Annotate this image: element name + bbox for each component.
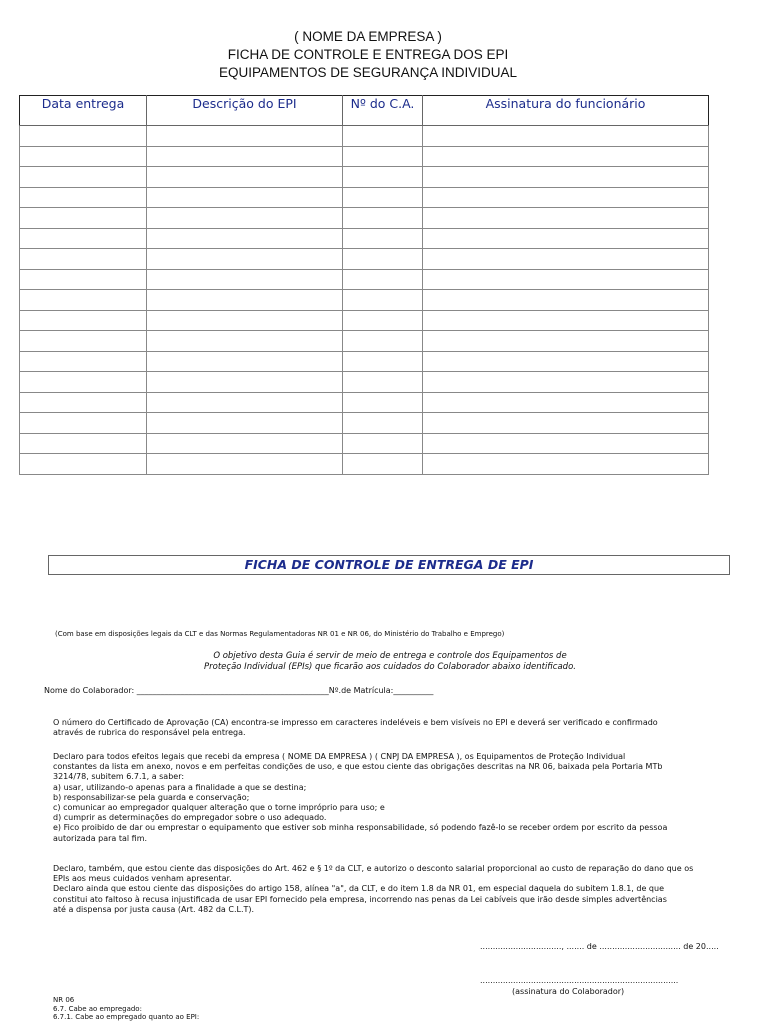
signature-cell[interactable]	[423, 187, 709, 208]
ca-number-cell[interactable]	[343, 249, 423, 270]
signature-cell[interactable]	[423, 208, 709, 229]
declaration2-line: EPIs aos meus cuidados venham apresentar.	[53, 874, 232, 884]
date-cell[interactable]	[20, 290, 147, 311]
table-row	[20, 167, 709, 188]
objective-text	[0, 651, 768, 673]
table-row	[20, 187, 709, 208]
objective-line: O objetivo desta Guia é servir de meio de entrega e controle dos Equipamentos de	[213, 651, 567, 661]
signature-label: (assinatura do Colaborador)	[512, 987, 625, 996]
ca-number-cell[interactable]	[343, 187, 423, 208]
declaration2-line: Declaro ainda que estou ciente das disposições do artigo 158, alínea "a", da CLT, e do item 1.8 da NR 01, em especial daquela do subitem 1.8.1, de que	[53, 884, 664, 894]
signature-cell[interactable]	[423, 331, 709, 352]
signature-cell[interactable]	[423, 228, 709, 249]
description-cell[interactable]	[147, 331, 343, 352]
date-cell[interactable]	[20, 310, 147, 331]
description-cell[interactable]	[147, 433, 343, 454]
document-subtitle: EQUIPAMENTOS DE SEGURANÇA INDIVIDUAL	[218, 65, 518, 80]
ca-number-cell[interactable]	[343, 126, 423, 147]
date-cell[interactable]	[20, 208, 147, 229]
date-cell[interactable]	[20, 454, 147, 475]
signature-cell[interactable]	[423, 351, 709, 372]
date-cell[interactable]	[20, 187, 147, 208]
table-row	[20, 290, 709, 311]
ca-number-cell[interactable]	[343, 146, 423, 167]
ca-number-cell[interactable]	[343, 413, 423, 434]
ca-number-cell[interactable]	[343, 208, 423, 229]
table-row	[20, 146, 709, 167]
declaration2-line: até a dispensa por justa causa (Art. 482 da C.L.T).	[53, 904, 255, 914]
date-cell[interactable]	[20, 249, 147, 270]
description-cell[interactable]	[147, 392, 343, 413]
table-row	[20, 392, 709, 413]
ca-notice-line: O número do Certificado de Aprovação (CA) encontra-se impresso em caracteres indeléveis e bem visíveis no EPI e deverá ser verificado e confirmado	[53, 718, 658, 727]
document-title: FICHA DE CONTROLE E ENTREGA DOS EPI	[227, 47, 509, 62]
table-row	[20, 351, 709, 372]
table-row	[20, 413, 709, 434]
declaration-line: 3214/78, subitem 6.7.1, a saber:	[53, 772, 185, 782]
table-row	[20, 310, 709, 331]
signature-cell[interactable]	[423, 290, 709, 311]
table-row	[20, 433, 709, 454]
description-cell[interactable]	[147, 126, 343, 147]
ca-number-cell[interactable]	[343, 269, 423, 290]
column-header-description: Descrição do EPI	[147, 96, 343, 126]
column-header-ca-number: Nº do C.A.	[343, 96, 423, 126]
ca-number-cell[interactable]	[343, 454, 423, 475]
section-title: FICHA DE CONTROLE DE ENTREGA DE EPI	[48, 555, 730, 575]
date-cell[interactable]	[20, 269, 147, 290]
signature-cell[interactable]	[423, 126, 709, 147]
date-cell[interactable]	[20, 126, 147, 147]
description-cell[interactable]	[147, 413, 343, 434]
footer-line: 6.7. Cabe ao empregado:	[53, 1004, 142, 1013]
ca-number-cell[interactable]	[343, 351, 423, 372]
declaration-block	[53, 752, 667, 844]
description-cell[interactable]	[147, 249, 343, 270]
footer-line: 6.7.1. Cabe ao empregado quanto ao EPI:	[53, 1013, 200, 1021]
ca-number-cell[interactable]	[343, 290, 423, 311]
footer-line: NR 06	[53, 996, 75, 1004]
epi-delivery-table	[19, 95, 709, 475]
declaration-line: e) Fico proibido de dar ou emprestar o equipamento que estiver sob minha responsabilidade, só podendo fazê-lo se receber ordem por escrito da pessoa	[53, 823, 668, 833]
date-place-line[interactable]: ................................, ....... de ................................ de 20.....	[480, 942, 719, 951]
column-header-signature: Assinatura do funcionário	[423, 96, 709, 126]
table-row	[20, 228, 709, 249]
declaration-line: a) usar, utilizando-o apenas para a finalidade a que se destina;	[53, 782, 307, 792]
declaration2-block	[53, 864, 693, 915]
description-cell[interactable]	[147, 187, 343, 208]
date-cell[interactable]	[20, 392, 147, 413]
ca-notice-line: através de rubrica do responsável pela entrega.	[53, 728, 246, 738]
declaration-line: c) comunicar ao empregador qualquer alteração que o torne impróprio para uso; e	[53, 803, 385, 813]
date-cell[interactable]	[20, 331, 147, 352]
ca-number-cell[interactable]	[343, 392, 423, 413]
table-row	[20, 208, 709, 229]
document-header	[0, 28, 736, 82]
ca-number-cell[interactable]	[343, 167, 423, 188]
signature-line[interactable]: ..............................................................................	[480, 976, 679, 985]
ca-notice	[53, 718, 658, 738]
signature-cell[interactable]	[423, 249, 709, 270]
description-cell[interactable]	[147, 146, 343, 167]
description-cell[interactable]	[147, 351, 343, 372]
description-cell[interactable]	[147, 454, 343, 475]
signature-cell[interactable]	[423, 433, 709, 454]
table-body	[20, 126, 709, 475]
signature-cell[interactable]	[423, 372, 709, 393]
date-cell[interactable]	[20, 372, 147, 393]
date-cell[interactable]	[20, 167, 147, 188]
ca-number-cell[interactable]	[343, 228, 423, 249]
legal-basis-note: (Com base em disposições legais da CLT e das Normas Regulamentadoras NR 01 e NR 06, do Ministério do Trabalho e Emprego)	[55, 630, 505, 638]
signature-cell[interactable]	[423, 269, 709, 290]
declaration2-line: constitui ato faltoso à recusa injustificada de usar EPI fornecido pela empresa, incorrendo nas penas da Lei cabíveis que irão desde simples advertências	[53, 894, 667, 904]
description-cell[interactable]	[147, 269, 343, 290]
signature-cell[interactable]	[423, 392, 709, 413]
declaration-line: d) cumprir as determinações do empregador sobre o uso adequado.	[53, 813, 327, 823]
date-cell[interactable]	[20, 146, 147, 167]
objective-line: Proteção Individual (EPIs) que ficarão aos cuidados do Colaborador abaixo identificado.	[204, 662, 576, 672]
table-row	[20, 331, 709, 352]
declaration-line: b) responsabilizar-se pela guarda e conservação;	[53, 792, 250, 802]
table-row	[20, 372, 709, 393]
table-row	[20, 249, 709, 270]
signature-cell[interactable]	[423, 310, 709, 331]
date-cell[interactable]	[20, 228, 147, 249]
table-row	[20, 269, 709, 290]
table-header-row	[20, 96, 709, 126]
description-cell[interactable]	[147, 208, 343, 229]
ca-number-cell[interactable]	[343, 310, 423, 331]
company-name-placeholder: ( NOME DA EMPRESA )	[294, 29, 442, 44]
table-row	[20, 454, 709, 475]
description-cell[interactable]	[147, 290, 343, 311]
date-cell[interactable]	[20, 413, 147, 434]
ca-number-cell[interactable]	[343, 372, 423, 393]
footer-notes	[53, 996, 199, 1022]
table-row	[20, 126, 709, 147]
declaration2-line: Declaro, também, que estou ciente das disposições do Art. 462 e § 1º da CLT, e autorizo o desconto salarial proporcional ao custo de reparação do dano que os	[53, 864, 694, 873]
signature-cell[interactable]	[423, 454, 709, 475]
declaration-line: constantes da lista em anexo, novos e em perfeitas condições de uso, e que estou ciente das obrigações descritas na NR 06, baixada pela Portaria MTb	[53, 762, 663, 772]
description-cell[interactable]	[147, 310, 343, 331]
signature-cell[interactable]	[423, 167, 709, 188]
collaborator-name-field[interactable]: Nome do Colaborador: ________________________________________________Nº.de Matrícula:__________	[44, 686, 434, 695]
date-cell[interactable]	[20, 351, 147, 372]
ca-number-cell[interactable]	[343, 331, 423, 352]
date-cell[interactable]	[20, 433, 147, 454]
description-cell[interactable]	[147, 228, 343, 249]
description-cell[interactable]	[147, 372, 343, 393]
declaration-line: Declaro para todos efeitos legais que recebi da empresa ( NOME DA EMPRESA ) ( CNPJ DA EMPRESA ), os Equipamentos de Proteção Individual	[53, 752, 626, 761]
signature-cell[interactable]	[423, 146, 709, 167]
description-cell[interactable]	[147, 167, 343, 188]
signature-cell[interactable]	[423, 413, 709, 434]
declaration-line: autorizada para tal fim.	[53, 833, 148, 843]
ca-number-cell[interactable]	[343, 433, 423, 454]
column-header-date: Data entrega	[20, 96, 147, 126]
